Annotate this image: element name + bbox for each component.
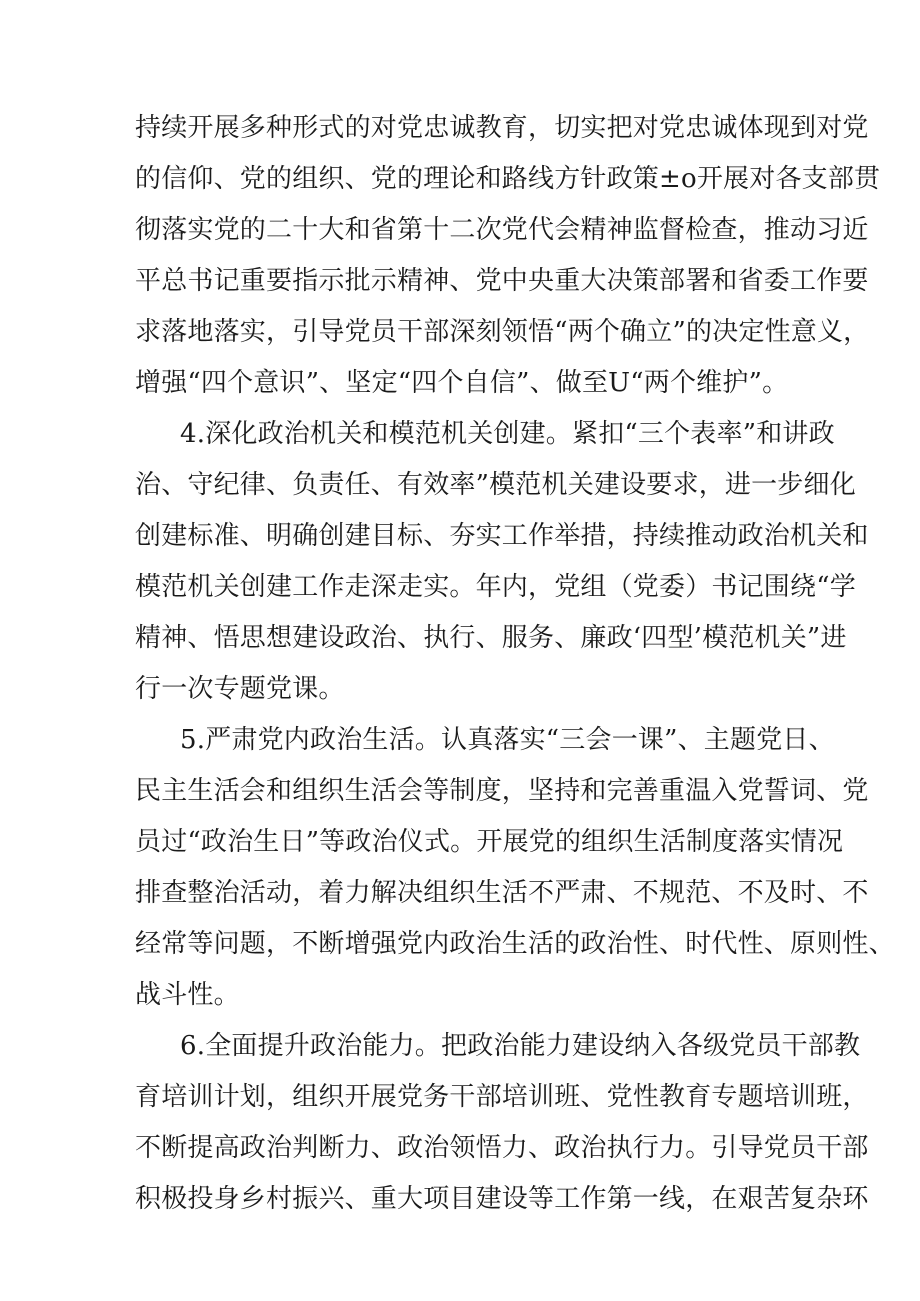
paragraph-1-line-4: 平总书记重要指示批示精神、党中央重大决策部署和省委工作要 xyxy=(135,266,869,296)
paragraph-3-line-2: 民主生活会和组织生活会等制度，坚持和完善重温入党誓词、党 xyxy=(135,776,869,806)
paragraph-3-line-6: 战斗性。 xyxy=(135,980,240,1010)
paragraph-2-line-1: 4.深化政治机关和模范机关创建。紧扣“三个表率”和讲政 xyxy=(180,419,835,449)
paragraph-4-line-3: 不断提高政治判断力、政治领悟力、政治执行力。引导党员干部 xyxy=(135,1133,869,1163)
paragraph-3-line-1: 5.严肃党内政治生活。认真落实“三会一课”、主题党日、 xyxy=(180,725,835,755)
paragraph-2-line-3: 创建标准、明确创建目标、夯实工作举措，持续推动政治机关和 xyxy=(135,521,869,551)
paragraph-3-line-3: 员过“政治生日”等政治仪式。开展党的组织生活制度落实情况 xyxy=(135,827,844,857)
paragraph-3-line-5: 经常等问题，不断增强党内政治生活的政治性、时代性、原则性、 xyxy=(135,929,895,959)
paragraph-2-line-2: 治、守纪律、负责任、有效率”模范机关建设要求，进一步细化 xyxy=(135,470,856,500)
paragraph-1-line-5: 求落地落实，引导党员干部深刻领悟“两个确立”的决定性意义， xyxy=(135,317,870,347)
paragraph-2-line-4: 模范机关创建工作走深走实。年内，党组（党委）书记围绕“学 xyxy=(135,572,856,602)
paragraph-1-line-3: 彻落实党的二十大和省第十二次党代会精神监督检查，推动习近 xyxy=(135,215,869,245)
paragraph-4-line-4: 积极投身乡村振兴、重大项目建设等工作第一线，在艰苦复杂环 xyxy=(135,1184,869,1214)
paragraph-1-line-1: 持续开展多种形式的对党忠诚教育，切实把对党忠诚体现到对党 xyxy=(135,113,869,143)
paragraph-4-line-2: 育培训计划，组织开展党务干部培训班、党性教育专题培训班， xyxy=(135,1082,869,1112)
paragraph-3-line-4: 排查整治活动，着力解决组织生活不严肃、不规范、不及时、不 xyxy=(135,878,869,908)
paragraph-2-line-6: 行一次专题党课。 xyxy=(135,674,345,704)
paragraph-1-line-6: 增强“四个意识”、坚定“四个自信”、做至U“两个维护”。 xyxy=(135,368,789,398)
paragraph-2-line-5: 精神、悟思想建设政治、执行、服务、廉政‘四型’模范机关”进 xyxy=(135,623,847,653)
paragraph-4-line-1: 6.全面提升政治能力。把政治能力建设纳入各级党员干部教 xyxy=(180,1031,861,1061)
paragraph-1-line-2: 的信仰、党的组织、党的理论和路线方针政策±o开展对各支部贯 xyxy=(135,164,881,194)
